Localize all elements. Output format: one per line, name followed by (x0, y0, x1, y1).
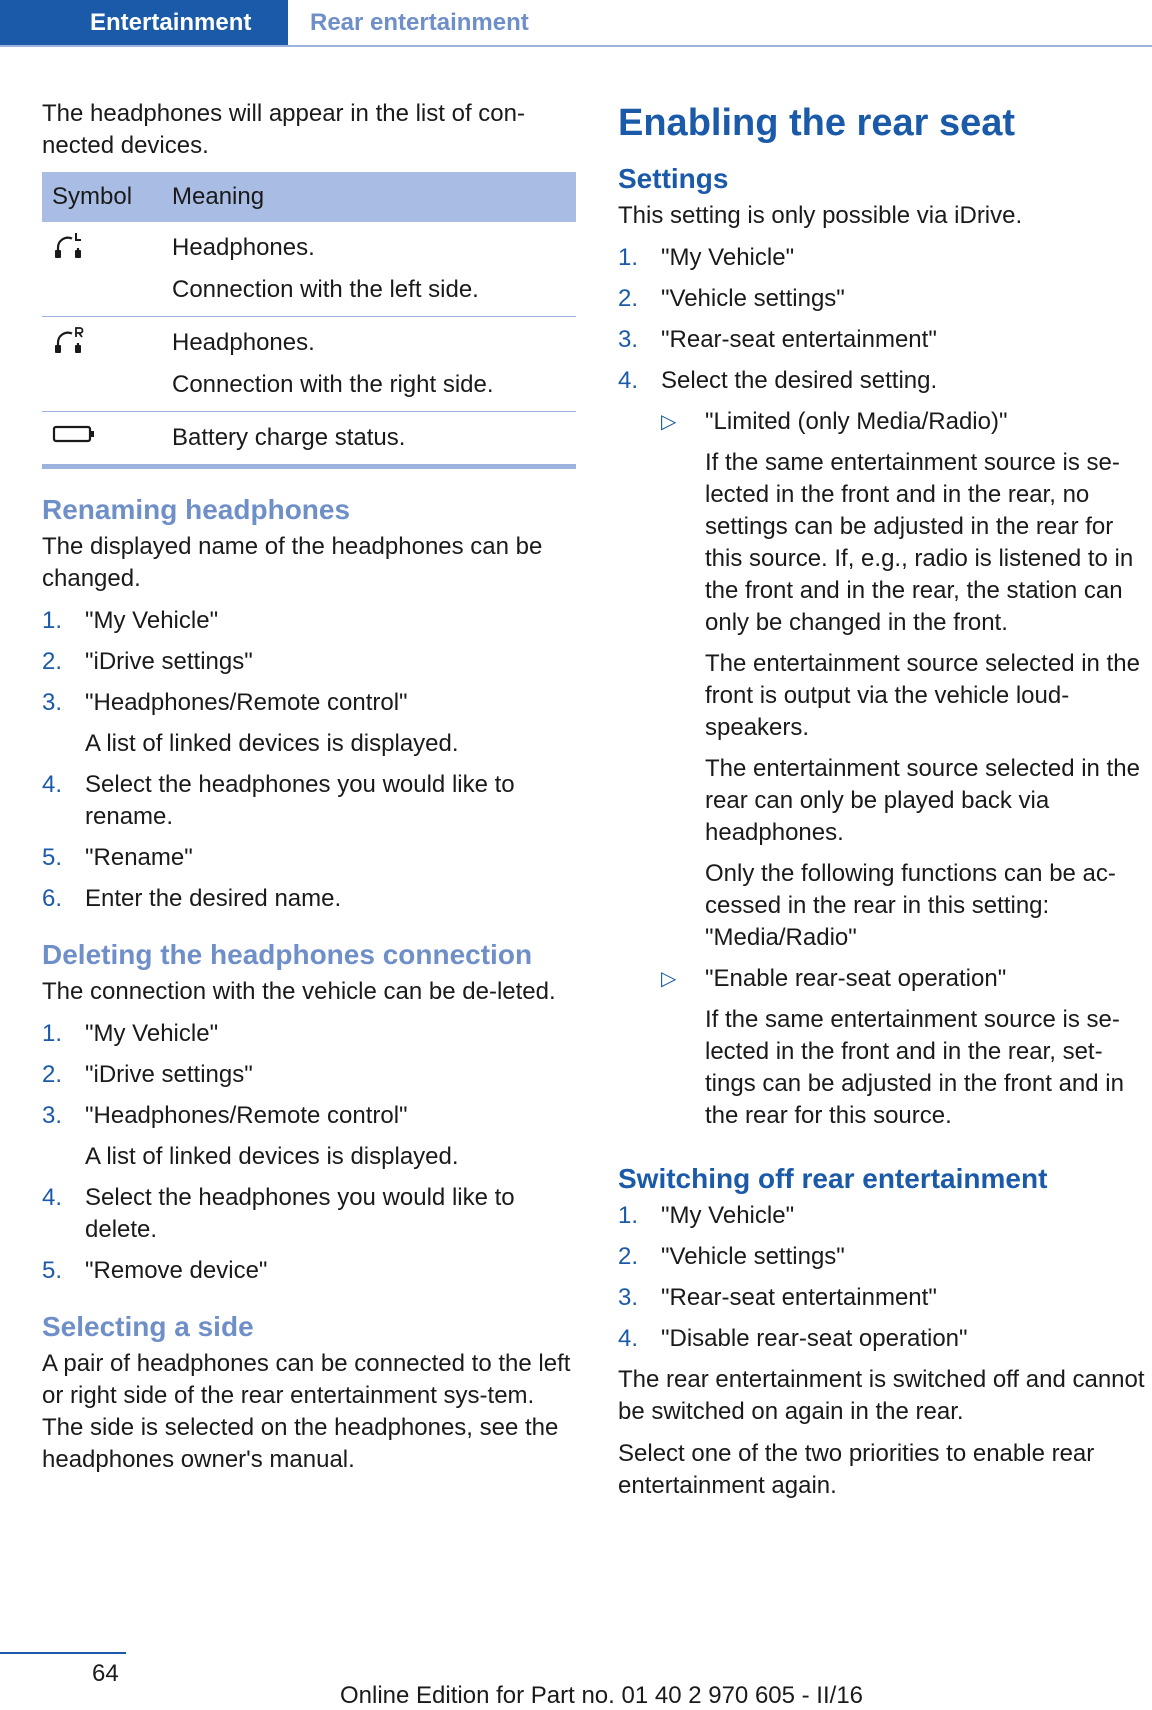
list-item: 5. "Remove device" (42, 1257, 268, 1284)
table-row (42, 412, 576, 467)
meaning-text: Headphones. (172, 234, 315, 261)
left-column (42, 98, 578, 1486)
list-item: 5. "Rename" (42, 844, 193, 871)
list-item: 4. "Disable rear-seat operation" (618, 1325, 968, 1352)
list-item: 1. "My Vehicle" (618, 1202, 795, 1229)
right-column (618, 98, 1152, 1512)
symbol-table-header (42, 172, 576, 222)
page-number: 64 (92, 1660, 119, 1687)
list-item: 1. "My Vehicle" (42, 607, 219, 634)
settings-heading: Settings (618, 163, 729, 194)
footer-rule (0, 1652, 126, 1654)
meaning-text: Battery charge status. (172, 424, 406, 451)
header-section-tab: Entertainment (0, 0, 288, 46)
list-item: 2. "Vehicle settings" (618, 1243, 845, 1270)
switching-off-steps (618, 1200, 1152, 1355)
list-item: 6. Enter the desired name. (42, 885, 342, 912)
switching-off-result: The rear entertainment is switched off and cannot be switched on again in the rear. (618, 1366, 1145, 1425)
list-item: 4. Select the headphones you would like to delete. (42, 1184, 515, 1243)
meaning-text: Headphones. (172, 329, 315, 356)
meaning-text: Connection with the right side. (172, 371, 494, 398)
list-item: ▷ "Enable rear-seat operation" If the same entertainment source is se‐lected in the front and in the rear, set‐tings can be adjusted in the front and in the rear for this source. (661, 963, 1152, 1132)
symbol-column-header: Symbol (42, 172, 162, 222)
running-header (0, 0, 1152, 48)
settings-intro: This setting is only possible via iDrive. (618, 202, 1023, 229)
list-item: 4. Select the headphones you would like to rename. (42, 771, 515, 830)
renaming-steps (42, 605, 578, 915)
header-rule (0, 45, 1152, 47)
settings-options (661, 406, 1152, 1132)
triangle-bullet-icon: ▷ (661, 968, 677, 990)
headphones-right-icon (52, 327, 86, 357)
triangle-bullet-icon: ▷ (661, 411, 677, 433)
deleting-heading: Deleting the headphones connection (42, 939, 533, 970)
renaming-heading: Renaming headphones (42, 494, 351, 525)
switching-off-heading: Switching off rear entertainment (618, 1163, 1048, 1194)
list-item: 3. "Headphones/Remote control" A list of linked devices is displayed. (42, 1102, 459, 1170)
list-item: 4. Select the desired setting. ▷ "Limited (only Media/Radio)" If the same entertainment source is se‐lected in the front and in the rear, no settings can be adjusted in the rear for this source. If, e.g., radio is listened to in the front and in the rear, the station can only be changed in the front. The entertainment source selected in the front is output via the vehicle loud‐speakers. The entertainment source selected in the rear can only be played back via headphones. Only the following functions can be ac‐cessed in the rear in this setting: "Media/Radio" ▷ "Enable rear-seat operation" If the same entertainment source is se‐lected in the front and in the rear, set‐tings can be adjusted in the front and in the rear for this source. (618, 365, 1152, 1141)
section-title: Enabling the rear seat (618, 102, 1016, 144)
switching-off-hint: Select one of the two priorities to enable rear entertainment again. (618, 1440, 1095, 1499)
settings-steps (618, 242, 1152, 1141)
list-item: ▷ "Limited (only Media/Radio)" If the same entertainment source is se‐lected in the front and in the rear, no settings can be adjusted in the rear for this source. If, e.g., radio is listened to in the front and in the rear, the station can only be changed in the front. The entertainment source selected in the front is output via the vehicle loud‐speakers. The entertainment source selected in the rear can only be played back via headphones. Only the following functions can be ac‐cessed in the rear in this setting: "Media/Radio" (661, 406, 1152, 954)
deleting-intro: The connection with the vehicle can be de‐leted. (42, 978, 556, 1005)
header-subsection-tab: Rear entertainment (310, 9, 529, 36)
list-item: 3. "Rear-seat entertainment" (618, 326, 937, 353)
battery-icon (52, 423, 96, 445)
selecting-side-heading: Selecting a side (42, 1311, 254, 1342)
meaning-text: Connection with the left side. (172, 276, 479, 303)
table-row (42, 317, 576, 412)
selecting-side-text: A pair of headphones can be connected to the left or right side of the rear entertainment sys‐tem. The side is selected on the headphones, see the headphones owner's manual. (42, 1350, 571, 1473)
list-item: 2. "iDrive settings" (42, 1061, 253, 1088)
renaming-intro: The displayed name of the headphones can be changed. (42, 533, 543, 592)
symbol-table (42, 172, 576, 469)
list-item: 1. "My Vehicle" (618, 244, 795, 271)
deleting-steps (42, 1018, 578, 1287)
list-item: 1. "My Vehicle" (42, 1020, 219, 1047)
table-row (42, 222, 576, 317)
edition-note: Online Edition for Part no. 01 40 2 970 605 - II/16 (340, 1682, 864, 1709)
list-item: 2. "iDrive settings" (42, 648, 253, 675)
headphones-left-icon (52, 232, 86, 262)
list-item: 3. "Rear-seat entertainment" (618, 1284, 937, 1311)
list-item: 2. "Vehicle settings" (618, 285, 845, 312)
list-item: 3. "Headphones/Remote control" A list of linked devices is displayed. (42, 689, 459, 757)
intro-paragraph: The headphones will appear in the list of con‐nected devices. (42, 100, 525, 159)
meaning-column-header: Meaning (162, 172, 576, 222)
